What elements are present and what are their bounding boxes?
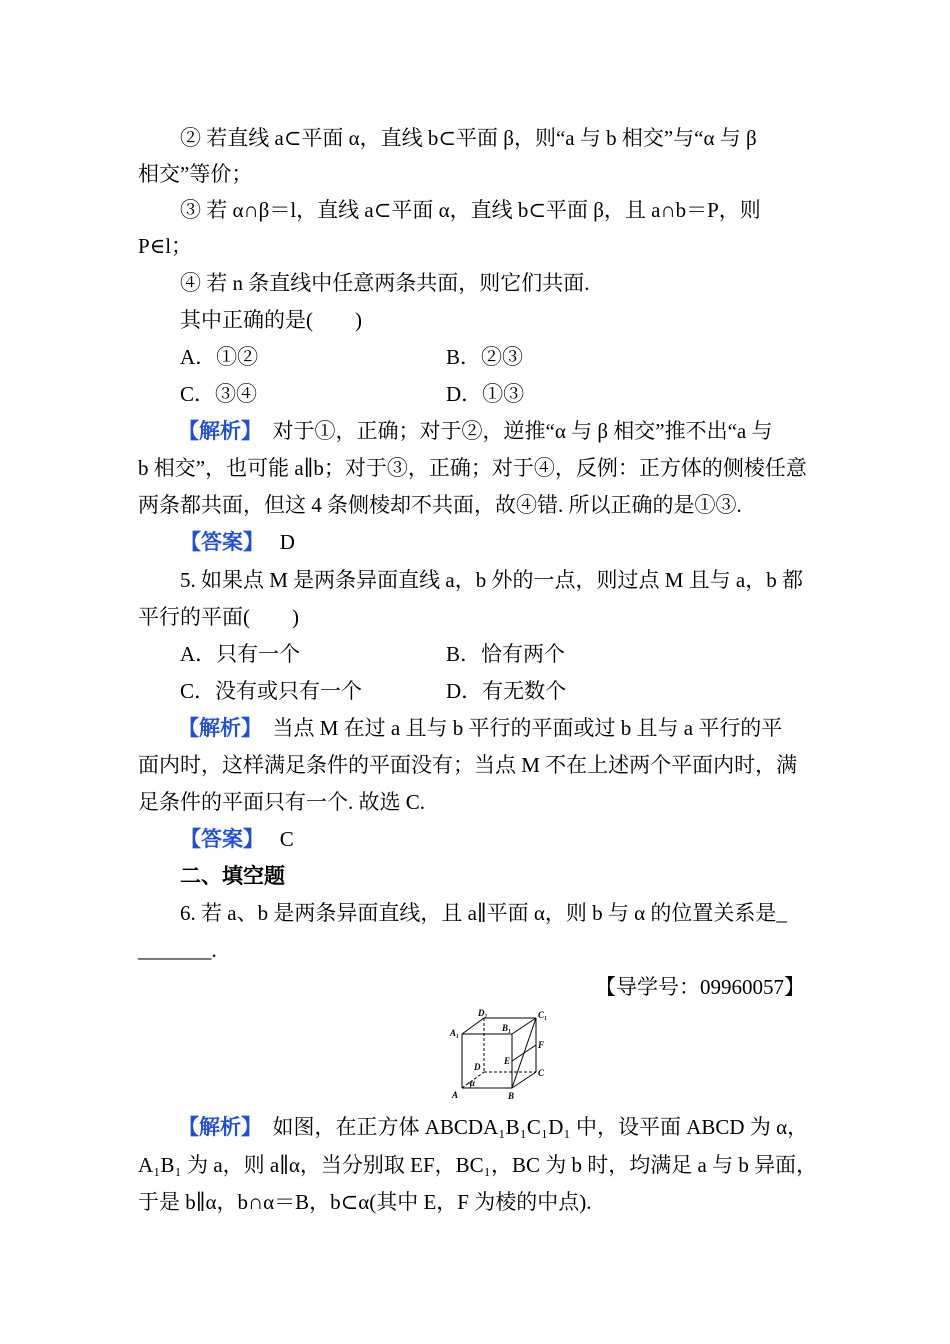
q4-option-d: D．①③: [446, 382, 525, 406]
cube-figure: [440, 1008, 560, 1100]
label-d: D: [474, 1062, 481, 1072]
q4-analysis-line3: 两条都共面，但这 4 条侧棱却不共面，故④错. 所以正确的是①③.: [138, 493, 742, 517]
q4-analysis-tag: 【解析】: [178, 419, 262, 443]
label-c: C: [538, 1068, 545, 1078]
q4-statement-3-line1: ③ 若 α∩β＝l，直线 a⊂平面 α，直线 b⊂平面 β，且 a∩b＝P，则: [180, 198, 761, 222]
q4-statement-4: ④ 若 n 条直线中任意两条共面，则它们共面.: [180, 271, 590, 295]
q6-analysis-text1: 如图，在正方体 ABCDA₁B₁C₁D₁ 中，设平面 ABCD 为 α，: [272, 1115, 809, 1139]
q5-analysis-line1: [178, 716, 782, 740]
label-b: B: [508, 1091, 515, 1100]
q4-prompt: 其中正确的是( ): [180, 308, 362, 332]
label-f: F: [538, 1040, 545, 1050]
segment-ef: [512, 1045, 536, 1061]
edge-b1c1: [512, 1018, 536, 1034]
q6-analysis-line1: [178, 1115, 808, 1139]
section-title: 二、填空题: [180, 864, 285, 888]
q4-answer-tag: 【答案】: [180, 530, 264, 554]
q5-answer-line: [180, 827, 294, 851]
label-d1: D₁: [478, 1008, 488, 1018]
q4-option-c: C．③④: [180, 382, 258, 406]
q4-statement-2-line2: 相交”等价；: [138, 162, 253, 186]
q4-analysis-line1: [178, 419, 772, 443]
q6-line1: 6. 若 a、b 是两条异面直线，且 a∥平面 α，则 b 与 α 的位置关系是_: [180, 901, 787, 925]
q5-option-c: C．没有或只有一个: [180, 679, 363, 703]
q5-option-a: A．只有一个: [180, 642, 301, 666]
label-a1: A₁: [450, 1028, 460, 1038]
edge-bc: [512, 1072, 536, 1088]
q6-analysis-line2: A₁B₁ 为 a，则 a∥α，当分别取 EF，BC₁，BC 为 b 时，均满足 a 与 b 异面，: [138, 1153, 818, 1177]
q4-analysis-line2: b 相交”，也可能 a∥b；对于③，正确；对于④，反例：正方体的侧棱任意: [138, 456, 807, 480]
label-a: A: [452, 1090, 459, 1100]
q6-analysis-line3: 于是 b∥α，b∩α＝B，b⊂α(其中 E，F 为棱的中点).: [138, 1190, 592, 1214]
q5-line1: 5. 如果点 M 是两条异面直线 a，b 外的一点，则过点 M 且与 a，b 都: [180, 568, 803, 592]
q5-answer: C: [279, 827, 294, 851]
q5-analysis-tag: 【解析】: [178, 716, 262, 740]
q4-statement-3-line2: P∈l；: [138, 234, 193, 258]
label-e: E: [504, 1056, 511, 1066]
q5-analysis-line3: 足条件的平面只有一个. 故选 C.: [138, 790, 426, 814]
label-c1: C₁: [538, 1010, 548, 1020]
q4-statement-2-line1: ② 若直线 a⊂平面 α，直线 b⊂平面 β，则“a 与 b 相交”与“α 与 β: [180, 126, 757, 150]
q4-answer-line: [180, 530, 295, 554]
q6-analysis-tag: 【解析】: [178, 1115, 262, 1139]
q5-analysis-text1: 当点 M 在过 a 且与 b 平行的平面或过 b 且与 a 平行的平: [272, 716, 783, 740]
q4-answer: D: [279, 530, 295, 554]
q5-analysis-line2: 面内时，这样满足条件的平面没有；当点 M 不在上述两个平面内时，满: [138, 753, 798, 777]
q4-analysis-text1: 对于①，正确；对于②，逆推“α 与 β 相交”推不出“a 与: [272, 419, 773, 443]
label-b1: B₁: [502, 1023, 512, 1033]
q6-line2: _______.: [138, 938, 217, 962]
q5-option-d: D．有无数个: [446, 679, 567, 703]
label-alpha: α: [470, 1078, 475, 1088]
q6-guide-number: 【导学号：09960057】: [595, 975, 805, 999]
q5-option-b: B．恰有两个: [446, 642, 566, 666]
q4-option-a: A．①②: [180, 345, 259, 369]
edge-a1d1: [462, 1018, 484, 1034]
q5-line2: 平行的平面( ): [138, 605, 299, 629]
q4-option-b: B．②③: [446, 345, 524, 369]
q5-answer-tag: 【答案】: [180, 827, 264, 851]
